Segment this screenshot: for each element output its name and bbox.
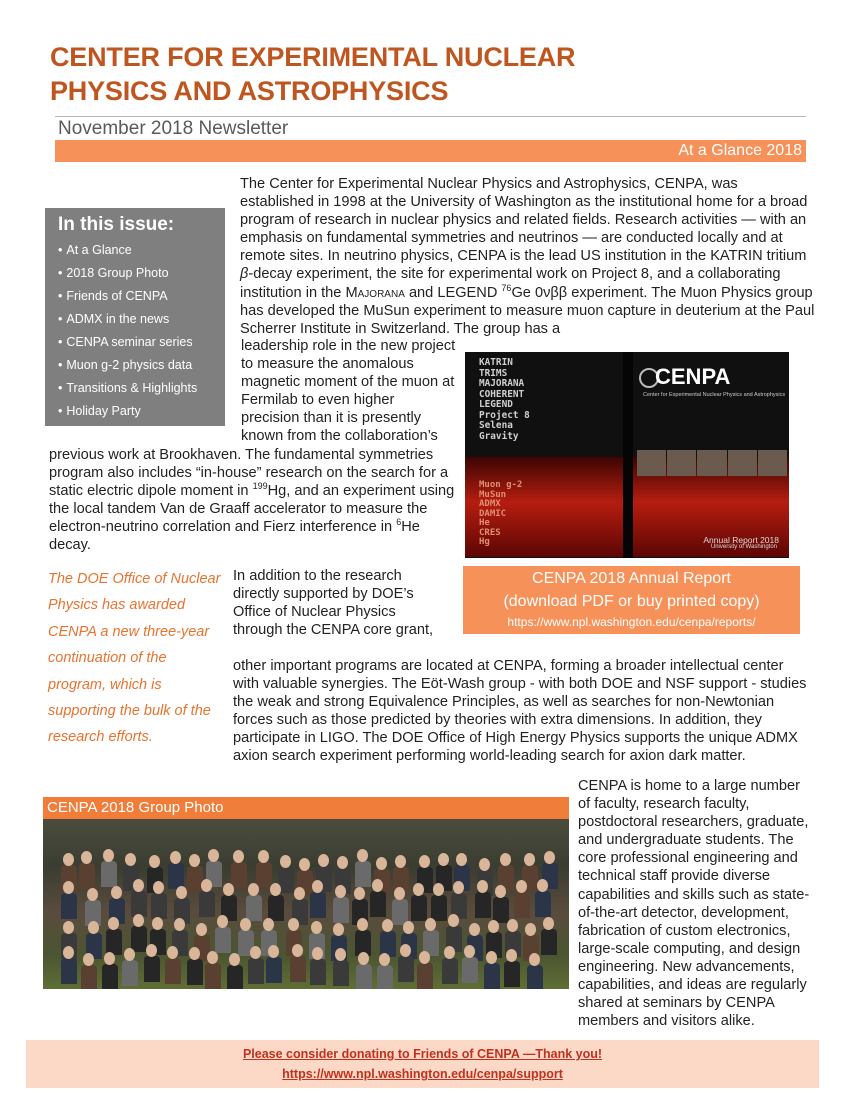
person-head bbox=[354, 887, 365, 900]
person-head bbox=[537, 879, 548, 892]
person-head bbox=[358, 952, 369, 965]
person-head bbox=[425, 918, 436, 931]
person-head bbox=[63, 853, 74, 866]
person-head bbox=[525, 923, 536, 936]
person-head bbox=[456, 853, 467, 866]
caption-line-1: CENPA 2018 Annual Report bbox=[532, 570, 731, 587]
donate-link[interactable]: Please consider donating to Friends of CENPA —Thank you! bbox=[242, 1047, 603, 1061]
person-head bbox=[258, 850, 269, 863]
person-silhouette bbox=[333, 960, 349, 986]
in-this-issue-heading: In this issue: bbox=[58, 214, 175, 235]
person-head bbox=[444, 946, 455, 959]
right-paragraph: CENPA is home to a large number of faculty, research faculty, postdoctoral researchers, graduate, and undergraduate students. The core professional engineering and technical staff provide diverse capabilities and skills such as state-of-the-art detector, development, fabrication of custom electronics, large-scale computing, and design engineering. New advancements, capabilities, and ideas are regularly shared at seminars by CENPA members and visitors alike. bbox=[578, 778, 810, 1030]
issue-item[interactable]: • At a Glance bbox=[58, 242, 197, 265]
person-silhouette bbox=[79, 863, 95, 889]
person-silhouette bbox=[377, 965, 393, 989]
cover-project-list: KATRIN TRIMS MAJORANA COHERENT LEGEND Project 8 Selena Gravity bbox=[479, 357, 530, 442]
person-head bbox=[292, 944, 303, 957]
person-head bbox=[189, 854, 200, 867]
person-head bbox=[263, 918, 274, 931]
person-silhouette bbox=[101, 861, 117, 887]
person-silhouette bbox=[431, 895, 447, 921]
person-head bbox=[448, 914, 459, 927]
person-head bbox=[312, 880, 323, 893]
person-silhouette bbox=[310, 959, 326, 985]
person-head bbox=[223, 883, 234, 896]
person-head bbox=[83, 953, 94, 966]
person-head bbox=[479, 858, 490, 871]
person-head bbox=[438, 853, 449, 866]
person-silhouette bbox=[122, 960, 138, 986]
person-head bbox=[395, 855, 406, 868]
person-head bbox=[174, 918, 185, 931]
person-head bbox=[240, 918, 251, 931]
person-silhouette bbox=[256, 862, 272, 888]
person-silhouette bbox=[187, 959, 203, 985]
person-head bbox=[103, 849, 114, 862]
person-silhouette bbox=[61, 893, 77, 919]
person-silhouette bbox=[442, 958, 458, 984]
person-silhouette bbox=[514, 892, 530, 918]
person-silhouette bbox=[356, 964, 372, 989]
issue-item[interactable]: • Transitions & Highlights bbox=[58, 380, 197, 403]
person-silhouette bbox=[246, 895, 262, 921]
person-head bbox=[88, 921, 99, 934]
person-head bbox=[464, 945, 475, 958]
support-url-link[interactable]: https://www.npl.washington.edu/cenpa/support bbox=[282, 1067, 563, 1081]
person-silhouette bbox=[417, 963, 433, 989]
person-silhouette bbox=[151, 893, 167, 919]
person-head bbox=[433, 883, 444, 896]
cover-subtitle: University of Washington bbox=[710, 544, 777, 550]
person-head bbox=[229, 953, 240, 966]
person-head bbox=[201, 879, 212, 892]
person-head bbox=[294, 887, 305, 900]
person-head bbox=[111, 886, 122, 899]
issue-item[interactable]: • Holiday Party bbox=[58, 403, 197, 426]
person-head bbox=[288, 918, 299, 931]
person-head bbox=[506, 949, 517, 962]
person-silhouette bbox=[541, 929, 557, 955]
cover-spine bbox=[623, 352, 633, 558]
person-silhouette bbox=[411, 895, 427, 921]
person-head bbox=[507, 919, 518, 932]
person-head bbox=[488, 920, 499, 933]
person-head bbox=[153, 881, 164, 894]
person-head bbox=[196, 923, 207, 936]
person-head bbox=[133, 914, 144, 927]
person-silhouette bbox=[131, 926, 147, 952]
middle-paragraph: In addition to the research directly supported by DOE’s Office of Nuclear Physics through the CENPA core grant, bbox=[233, 568, 434, 639]
person-head bbox=[63, 946, 74, 959]
person-head bbox=[133, 879, 144, 892]
person-head bbox=[400, 944, 411, 957]
person-head bbox=[152, 917, 163, 930]
person-head bbox=[357, 849, 368, 862]
intro-continued: leadership role in the new project to measure the anomalous magnetic moment of the muon at Fermilab to even higher precision than it is presently known from the collaboration’s bbox=[241, 338, 456, 445]
person-head bbox=[335, 948, 346, 961]
person-silhouette bbox=[310, 892, 326, 918]
person-head bbox=[104, 952, 115, 965]
person-head bbox=[268, 945, 279, 958]
group-photo bbox=[43, 819, 569, 989]
person-head bbox=[379, 953, 390, 966]
person-silhouette bbox=[61, 958, 77, 984]
person-head bbox=[311, 921, 322, 934]
title-line-2: PHYSICS AND ASTROPHYSICS bbox=[50, 76, 449, 106]
person-silhouette bbox=[527, 965, 543, 989]
person-head bbox=[376, 857, 387, 870]
person-head bbox=[495, 885, 506, 898]
person-silhouette bbox=[398, 956, 414, 982]
annual-report-cover[interactable] bbox=[465, 352, 789, 558]
person-head bbox=[217, 915, 228, 928]
person-head bbox=[248, 883, 259, 896]
person-silhouette bbox=[215, 927, 231, 953]
pull-quote: The DOE Office of Nuclear Physics has awarded CENPA a new three-year continuation of the program, which is supporting the bulk of the research efforts. bbox=[48, 571, 221, 746]
person-head bbox=[500, 853, 511, 866]
person-silhouette bbox=[462, 957, 478, 983]
person-silhouette bbox=[504, 961, 520, 987]
person-silhouette bbox=[266, 957, 282, 983]
person-head bbox=[335, 885, 346, 898]
issue-item[interactable]: • Friends of CENPA bbox=[58, 288, 197, 311]
person-head bbox=[233, 850, 244, 863]
person-head bbox=[170, 851, 181, 864]
person-head bbox=[108, 917, 119, 930]
person-head bbox=[516, 880, 527, 893]
person-silhouette bbox=[231, 862, 247, 888]
person-head bbox=[394, 887, 405, 900]
cover-photo-strip bbox=[637, 450, 787, 476]
person-head bbox=[208, 849, 219, 862]
person-head bbox=[529, 953, 540, 966]
person-silhouette bbox=[165, 958, 181, 984]
person-head bbox=[403, 921, 414, 934]
section-bar-label: At a Glance 2018 bbox=[678, 142, 802, 159]
person-head bbox=[312, 947, 323, 960]
intro-paragraph: The Center for Experimental Nuclear Physics and Astrophysics, CENPA, was established in 1998 at the University of Washington as the institutional home for a broad program of research in nuclear physics and related fields. Research activities — with an emphasis on fundamental symmetries and neutrinos — are conducted locally and at remote sites. In neutrino physics, CENPA is the lead US institution in the KATRIN tritium β-decay experiment, the site for experimental work on Project 8, and a collaborating institution in the Majorana and LEGEND $^{76}$Ge 0νββ experiment. The Muon Physics group has developed the MuSun experiment to measure muon capture in deuterium at the Paul Scherrer Institute in Switzerland. The group has a bbox=[240, 176, 815, 337]
cover-title: Annual Report 2018 bbox=[703, 535, 779, 545]
person-head bbox=[413, 883, 424, 896]
person-head bbox=[419, 951, 430, 964]
issue-item[interactable]: • 2018 Group Photo bbox=[58, 265, 197, 288]
person-silhouette bbox=[102, 964, 118, 989]
person-head bbox=[318, 854, 329, 867]
person-head bbox=[87, 888, 98, 901]
person-silhouette bbox=[535, 891, 551, 917]
issue-item[interactable]: • Muon g-2 physics data bbox=[58, 357, 197, 380]
group-photo-title: CENPA 2018 Group Photo bbox=[47, 799, 224, 816]
person-head bbox=[125, 853, 136, 866]
person-head bbox=[176, 886, 187, 899]
person-silhouette bbox=[205, 963, 221, 989]
person-head bbox=[149, 855, 160, 868]
annual-report-caption bbox=[463, 566, 800, 634]
person-head bbox=[357, 918, 368, 931]
person-head bbox=[146, 944, 157, 957]
issue-item[interactable]: • CENPA seminar series bbox=[58, 334, 197, 357]
person-silhouette bbox=[144, 956, 160, 982]
person-silhouette bbox=[475, 892, 491, 918]
intro-continued-2: previous work at Brookhaven. The fundamental symmetries program also includes “in-house” research on the search for a static electric dipole moment in $^{199}$Hg, and an experiment using the local tandem Van de Graaff accelerator to measure the electron-neutrino correlation and Fierz interference in $^6$He decay. bbox=[49, 447, 455, 554]
title-line-1: CENTER FOR EXPERIMENTAL NUCLEAR bbox=[50, 42, 576, 72]
person-silhouette bbox=[355, 861, 371, 887]
person-head bbox=[124, 948, 135, 961]
person-silhouette bbox=[268, 895, 284, 921]
issue-list bbox=[58, 242, 197, 426]
person-head bbox=[189, 947, 200, 960]
person-head bbox=[372, 879, 383, 892]
caption-line-2[interactable]: (download PDF or buy printed copy) bbox=[503, 593, 760, 610]
person-head bbox=[524, 853, 535, 866]
in-this-issue-box bbox=[45, 208, 225, 426]
person-head bbox=[63, 921, 74, 934]
reports-link[interactable]: https://www.npl.washington.edu/cenpa/reports/ bbox=[507, 615, 756, 629]
person-head bbox=[299, 858, 310, 871]
person-silhouette bbox=[290, 956, 306, 982]
person-head bbox=[63, 881, 74, 894]
person-head bbox=[477, 880, 488, 893]
person-head bbox=[280, 855, 291, 868]
person-head bbox=[333, 923, 344, 936]
person-silhouette bbox=[484, 963, 500, 989]
person-silhouette bbox=[248, 958, 264, 984]
person-silhouette bbox=[199, 891, 215, 917]
person-head bbox=[337, 856, 348, 869]
group-photo-title-bar bbox=[43, 797, 569, 819]
person-silhouette bbox=[493, 897, 509, 923]
cover-logo-subtitle: Center for Experimental Nuclear Physics and Astrophysics bbox=[643, 392, 786, 398]
person-head bbox=[543, 917, 554, 930]
person-head bbox=[167, 946, 178, 959]
title-divider bbox=[55, 116, 806, 117]
issue-item[interactable]: • ADMX in the news bbox=[58, 311, 197, 334]
person-head bbox=[544, 851, 555, 864]
person-head bbox=[250, 946, 261, 959]
page-title bbox=[50, 40, 810, 108]
person-silhouette bbox=[333, 897, 349, 923]
newsletter-date: November 2018 Newsletter bbox=[58, 118, 289, 139]
cover-logo: CENPA bbox=[655, 364, 731, 389]
person-head bbox=[453, 881, 464, 894]
donate-banner bbox=[26, 1040, 819, 1088]
person-head bbox=[270, 883, 281, 896]
person-head bbox=[419, 855, 430, 868]
person-silhouette bbox=[227, 965, 243, 989]
person-head bbox=[207, 951, 218, 964]
middle-paragraph-continued: other important programs are located at CENPA, forming a broader intellectual center with valuable synergies. The Eöt-Wash group - with both DOE and NSF support - studies the weak and strong Equivalence Principles, as well as searches for non-Newtonian forces such as those predicted by theories with extra dimensions. In addition, they participate in LIGO. The DOE Office of High Energy Physics supports the unique ADMX axion search experiment performing world-leading search for axion dark matter. bbox=[233, 658, 807, 765]
person-silhouette bbox=[370, 891, 386, 917]
section-bar bbox=[55, 140, 806, 162]
person-head bbox=[81, 851, 92, 864]
person-head bbox=[486, 951, 497, 964]
person-head bbox=[469, 923, 480, 936]
person-head bbox=[382, 919, 393, 932]
person-silhouette bbox=[81, 965, 97, 989]
cover-project-list-2: Muon g-2 MuSun ADMX DAMIC He CRES Hg bbox=[479, 480, 523, 547]
